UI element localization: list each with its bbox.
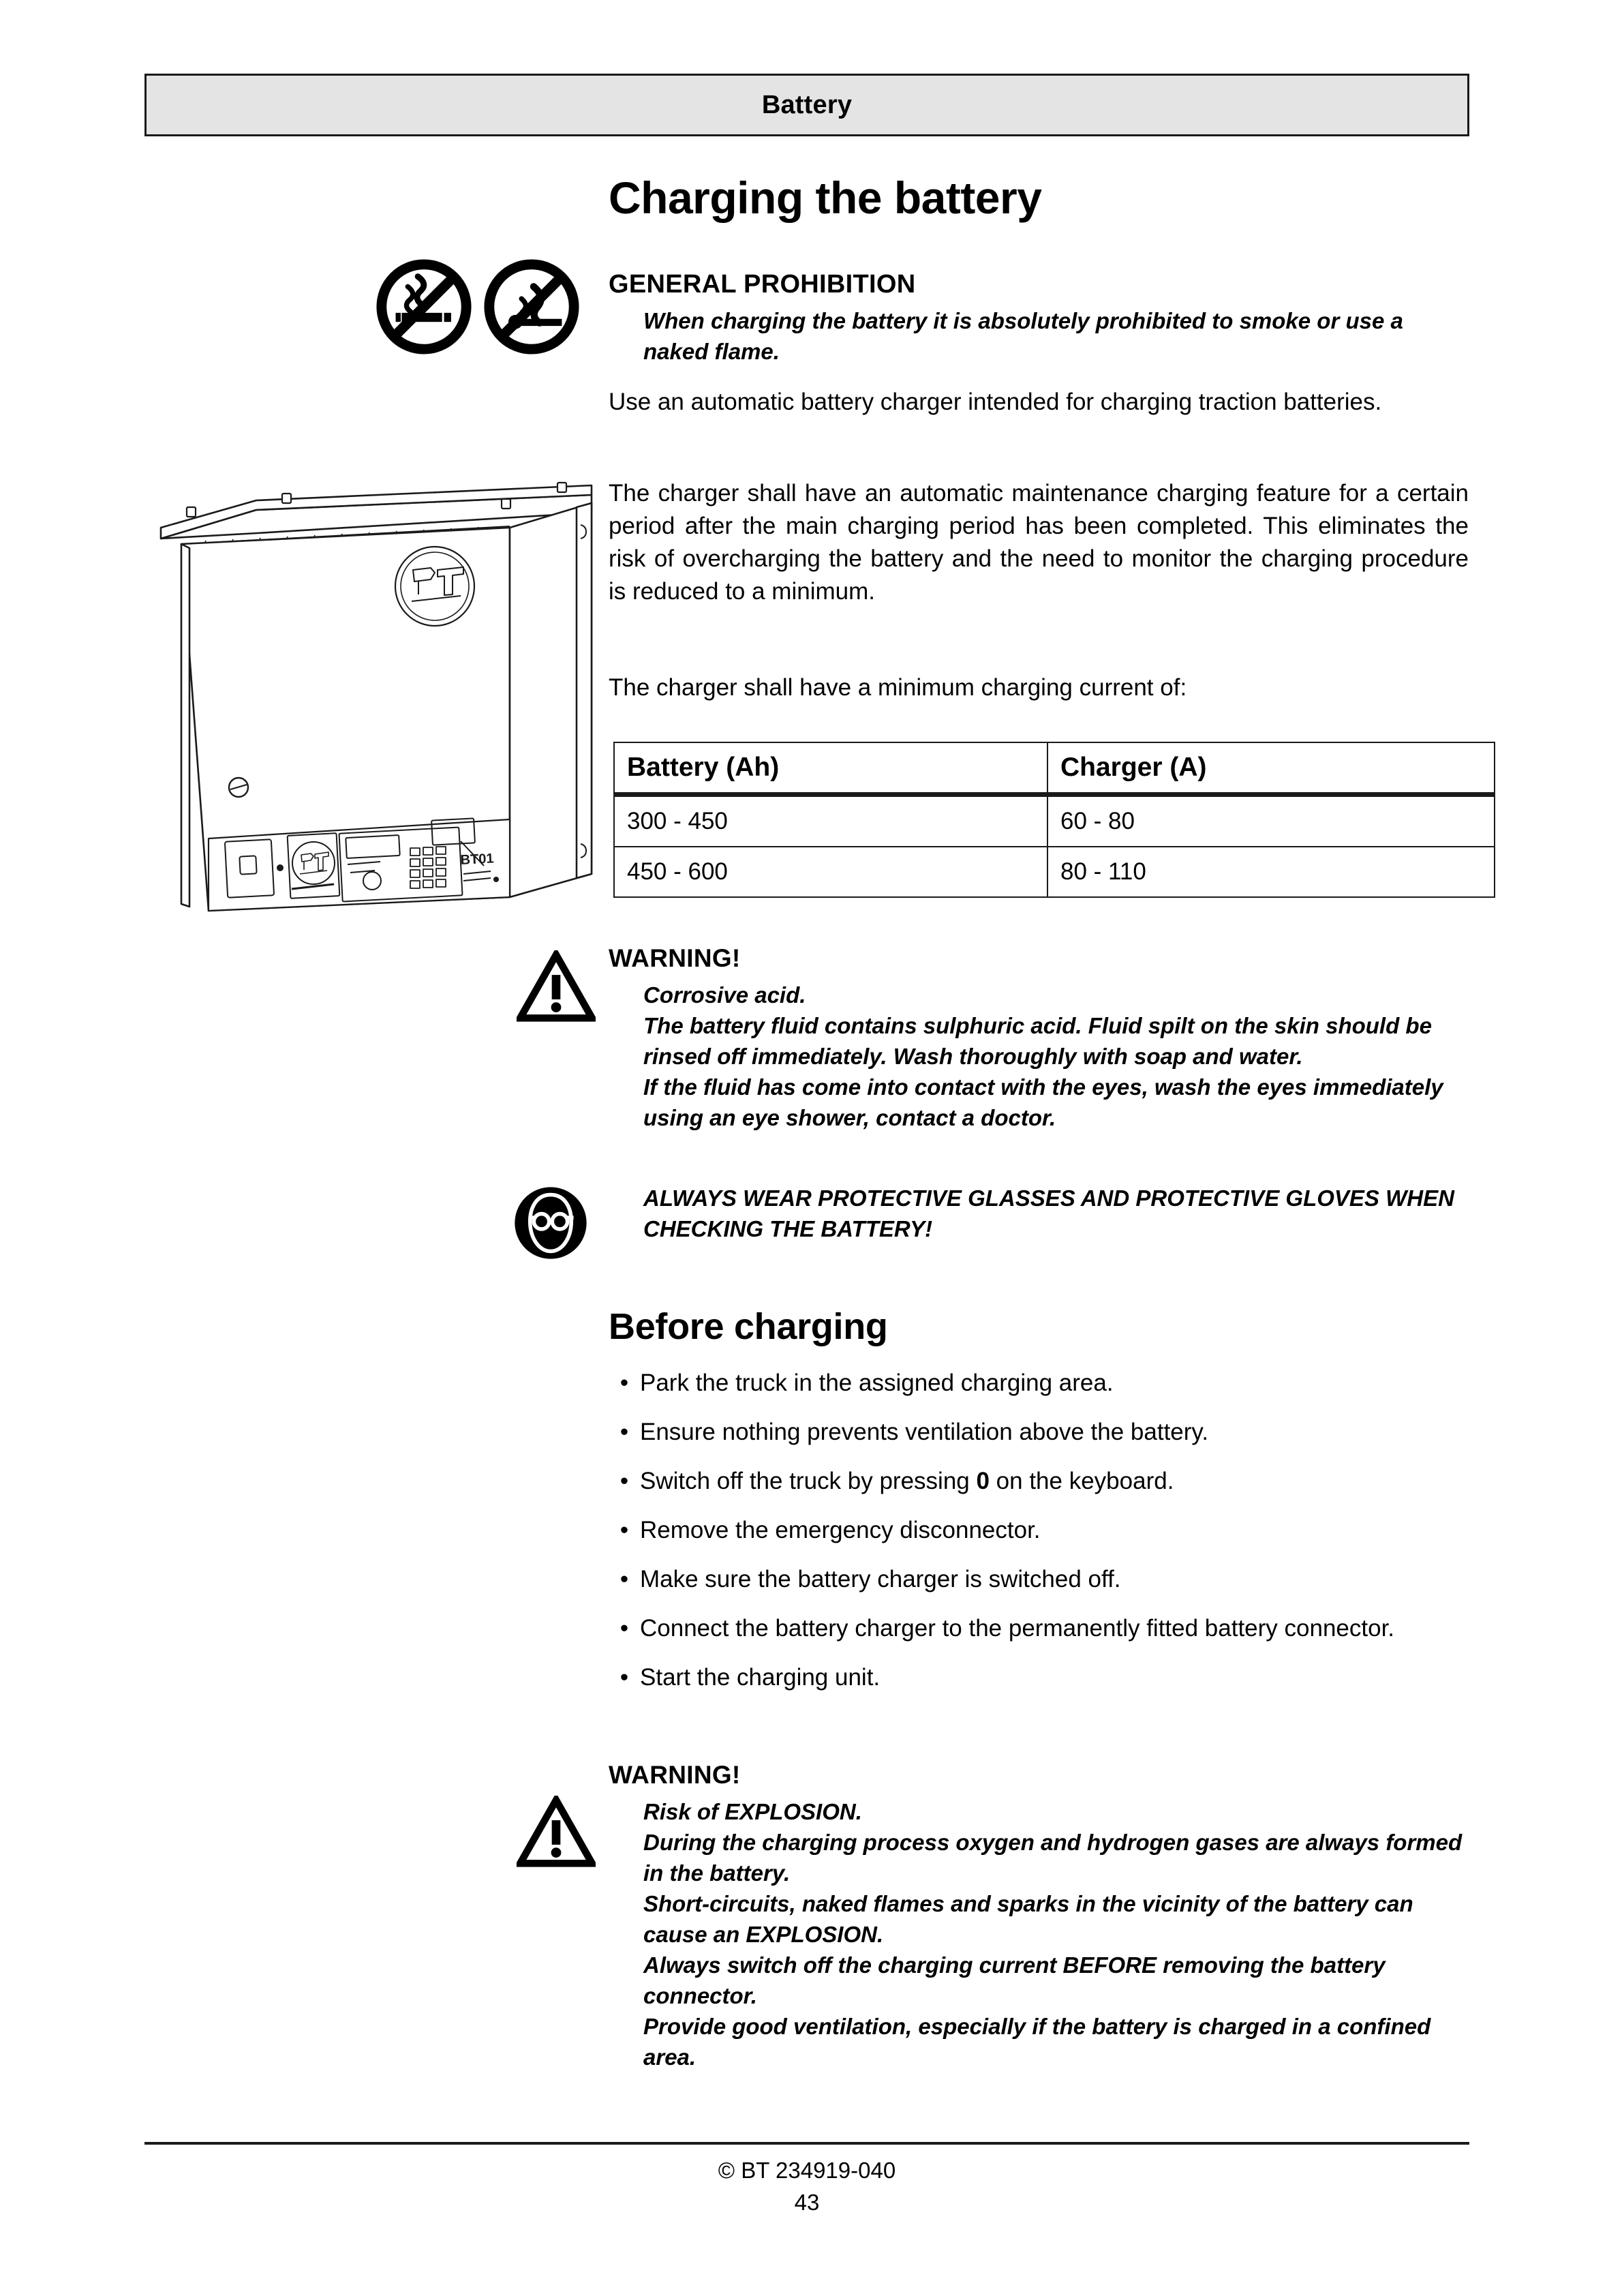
list-item bbox=[609, 1563, 1471, 1596]
footer-page-number: 43 bbox=[794, 2190, 820, 2215]
warning-line: If the fluid has come into contact with the eyes, wash the eyes immediately using an eye shower, contact a doctor. bbox=[643, 1074, 1443, 1130]
wear-eye-protection-icon bbox=[512, 1185, 589, 1261]
warning-line: Risk of EXPLOSION. bbox=[643, 1799, 862, 1824]
page-header-title: Battery bbox=[761, 90, 853, 119]
warning-title-acid: WARNING! bbox=[609, 944, 741, 972]
warning-triangle-icon bbox=[517, 1796, 596, 1868]
list-item bbox=[609, 1514, 1471, 1547]
charger-model-label: BT01 bbox=[460, 851, 495, 868]
warning-body-acid bbox=[643, 980, 1471, 1133]
list-item-text bbox=[640, 1465, 1471, 1498]
list-item bbox=[609, 1367, 1471, 1400]
warning-line: During the charging process oxygen and hydrogen gases are always formed in the battery. bbox=[643, 1830, 1463, 1886]
footer-divider bbox=[144, 2142, 1469, 2145]
list-item bbox=[609, 1612, 1471, 1645]
list-item-text bbox=[640, 1661, 1471, 1694]
footer-copyright: © BT 234919-040 bbox=[718, 2158, 896, 2183]
warning-body-explosion bbox=[643, 1796, 1471, 2072]
bullet-icon: • bbox=[619, 1468, 629, 1494]
warning-line: The battery fluid contains sulphuric acid. Fluid spilt on the skin should be rinsed off immediately. Wash thoroughly with soap and water. bbox=[643, 1013, 1432, 1069]
battery-charger-cabinet-illustration bbox=[155, 470, 605, 924]
warning-triangle-icon bbox=[517, 950, 596, 1023]
list-item-pre: Switch off the truck by pressing bbox=[640, 1468, 977, 1494]
list-item-pre: Ensure nothing prevents ventilation above the battery. bbox=[640, 1419, 1209, 1445]
list-item-pre: Make sure the battery charger is switched off. bbox=[640, 1566, 1121, 1592]
no-naked-flame-icon bbox=[481, 256, 582, 357]
table-cell-charger-range: 80 - 110 bbox=[1047, 847, 1495, 897]
list-item-text bbox=[640, 1514, 1471, 1547]
table-header-row bbox=[614, 742, 1495, 795]
mandatory-ppe-text: ALWAYS WEAR PROTECTIVE GLASSES AND PROTECTIVE GLOVES WHEN CHECKING THE BATTERY! bbox=[643, 1185, 1454, 1241]
page-header-band bbox=[144, 74, 1469, 136]
list-item-pre: Connect the battery charger to the permanently fitted battery connector. bbox=[640, 1615, 1395, 1642]
list-item bbox=[609, 1465, 1471, 1498]
table-row bbox=[614, 847, 1495, 897]
bullet-icon: • bbox=[619, 1370, 629, 1396]
list-item-text bbox=[640, 1612, 1471, 1645]
warning-title-explosion: WARNING! bbox=[609, 1761, 741, 1789]
table-header-battery: Battery (Ah) bbox=[614, 742, 1047, 795]
table-cell-battery-range: 450 - 600 bbox=[614, 847, 1047, 897]
table-header-charger: Charger (A) bbox=[1047, 742, 1495, 795]
prohibition-icon-group bbox=[373, 256, 585, 357]
list-item-text bbox=[640, 1563, 1471, 1596]
list-item-pre: Park the truck in the assigned charging area. bbox=[640, 1370, 1114, 1396]
prohibition-heading: GENERAL PROHIBITION bbox=[609, 270, 916, 299]
table-row bbox=[614, 795, 1495, 847]
prohibition-body: When charging the battery it is absolutely prohibited to smoke or use a naked flame. bbox=[643, 308, 1403, 364]
page-title: Charging the battery bbox=[609, 172, 1042, 223]
warning-line: Corrosive acid. bbox=[643, 982, 806, 1008]
bullet-icon: • bbox=[619, 1419, 629, 1445]
warning-line: Always switch off the charging current BEFORE removing the battery connector. bbox=[643, 1952, 1386, 2008]
bullet-icon: • bbox=[619, 1615, 629, 1642]
bullet-icon: • bbox=[619, 1517, 629, 1543]
list-item-pre: Remove the emergency disconnector. bbox=[640, 1517, 1041, 1543]
paragraph-maintenance-charging: The charger shall have an automatic maintenance charging feature for a certain period after the main charging period has been completed. This eliminates the risk of overcharging the battery and the need to monitor the charging procedure is reduced to a minimum. bbox=[609, 480, 1469, 605]
no-smoking-icon bbox=[373, 256, 474, 357]
list-item bbox=[609, 1416, 1471, 1449]
list-item-pre: Start the charging unit. bbox=[640, 1664, 881, 1691]
before-charging-list bbox=[609, 1367, 1471, 1710]
table-cell-battery-range: 300 - 450 bbox=[614, 795, 1047, 847]
section-heading-before-charging: Before charging bbox=[609, 1306, 888, 1347]
warning-line: Provide good ventilation, especially if the battery is charged in a confined area. bbox=[643, 2014, 1431, 2070]
warning-line: Short-circuits, naked flames and sparks in the vicinity of the battery can cause an EXPLOSION. bbox=[643, 1891, 1413, 1947]
charging-current-table bbox=[613, 742, 1495, 898]
list-item-text bbox=[640, 1416, 1471, 1449]
paragraph-minimum-current: The charger shall have a minimum charging current of: bbox=[609, 674, 1187, 701]
list-item-text bbox=[640, 1367, 1471, 1400]
list-item-post: on the keyboard. bbox=[989, 1468, 1174, 1494]
bullet-icon: • bbox=[619, 1566, 629, 1592]
list-item-bold: 0 bbox=[976, 1468, 990, 1494]
list-item bbox=[609, 1661, 1471, 1694]
paragraph-charger-type: Use an automatic battery charger intended for charging traction batteries. bbox=[609, 389, 1382, 415]
table-cell-charger-range: 60 - 80 bbox=[1047, 795, 1495, 847]
bullet-icon: • bbox=[619, 1664, 629, 1691]
